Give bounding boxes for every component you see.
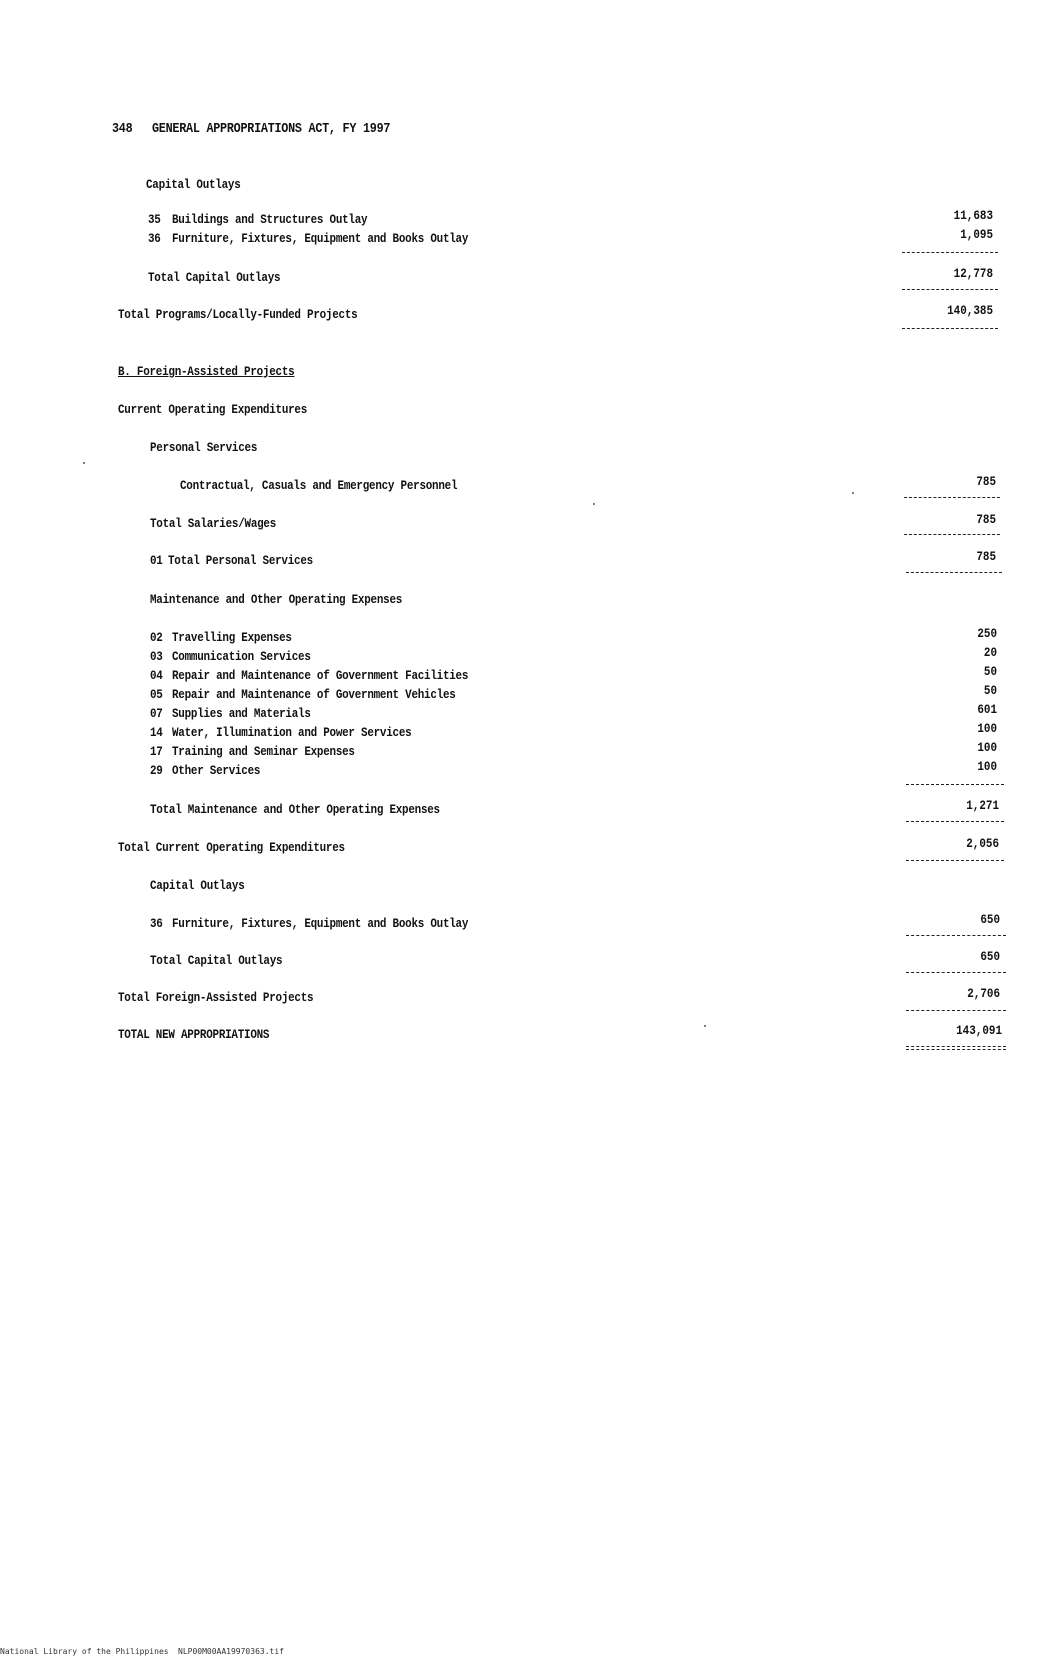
line-item-code: 04 — [150, 668, 163, 683]
subcategory-heading: Maintenance and Other Operating Expenses — [150, 592, 403, 607]
line-item-code: 17 — [150, 744, 163, 759]
total-amount: 2,056 — [966, 836, 999, 851]
line-item-code: 07 — [150, 706, 163, 721]
line-item-code: 36 — [148, 231, 161, 246]
subtotal-rule — [904, 534, 1000, 535]
line-item-label: Furniture, Fixtures, Equipment and Books Outlay — [172, 231, 469, 246]
total-label: Total Personal Services — [168, 553, 313, 568]
subtotal-rule — [902, 328, 998, 329]
line-item-code: 03 — [150, 649, 163, 664]
line-item-label: Furniture, Fixtures, Equipment and Books Outlay — [172, 916, 469, 931]
line-item-amount: 100 — [977, 759, 997, 774]
grand-total-double-rule — [906, 1046, 1006, 1047]
total-amount: 2,706 — [967, 986, 1000, 1001]
grand-total-label: TOTAL NEW APPROPRIATIONS — [118, 1027, 270, 1042]
line-item-label: Repair and Maintenance of Government Vehicles — [172, 687, 456, 702]
subtotal-rule — [906, 784, 1004, 785]
line-item-label: Buildings and Structures Outlay — [172, 212, 368, 227]
line-item-amount: 100 — [977, 721, 997, 736]
subtotal-rule — [902, 252, 998, 253]
scan-speck — [83, 462, 85, 464]
line-item-label: Supplies and Materials — [172, 706, 311, 721]
line-item-amount: 601 — [977, 702, 997, 717]
subtotal-rule — [906, 972, 1006, 973]
line-item-code: 29 — [150, 763, 163, 778]
line-item-label: Training and Seminar Expenses — [172, 744, 355, 759]
subcategory-heading: Capital Outlays — [150, 878, 245, 893]
line-item-label: Communication Services — [172, 649, 311, 664]
line-item-code: 02 — [150, 630, 163, 645]
line-item-label: Other Services — [172, 763, 261, 778]
subtotal-rule — [906, 860, 1004, 861]
line-item-amount: 650 — [980, 912, 1000, 927]
line-item-amount: 250 — [977, 626, 997, 641]
total-amount: 785 — [976, 512, 996, 527]
subtotal-rule — [906, 1010, 1006, 1011]
subtotal-rule — [906, 935, 1006, 936]
line-item-amount: 11,683 — [953, 208, 993, 223]
total-amount: 12,778 — [953, 266, 993, 281]
line-item-amount: 785 — [976, 474, 996, 489]
line-item-amount: 1,095 — [960, 227, 993, 242]
total-label: Total Salaries/Wages — [150, 516, 277, 531]
subtotal-rule — [902, 289, 998, 290]
line-item-code: 01 — [150, 553, 163, 568]
subcategory-heading: Personal Services — [150, 440, 258, 455]
subtotal-rule — [906, 572, 1002, 573]
section-heading: B. Foreign-Assisted Projects — [118, 364, 295, 379]
total-amount: 140,385 — [947, 303, 993, 318]
page-number: 348 — [112, 121, 133, 137]
subtotal-rule — [906, 821, 1004, 822]
line-item-amount: 50 — [983, 683, 997, 698]
scan-speck — [704, 1025, 706, 1027]
footer-file-id: NLP00M00AA19970363.tif — [178, 1647, 284, 1656]
grand-total-amount: 143,091 — [956, 1023, 1002, 1038]
total-label: Total Maintenance and Other Operating Expenses — [150, 802, 440, 817]
line-item-code: 14 — [150, 725, 163, 740]
total-amount: 785 — [976, 549, 996, 564]
scan-speck — [593, 503, 595, 505]
subtotal-rule — [904, 497, 1000, 498]
total-label: Total Capital Outlays — [148, 270, 281, 285]
total-label: Total Foreign-Assisted Projects — [118, 990, 314, 1005]
scan-speck — [852, 492, 854, 494]
capital-outlays-heading: Capital Outlays — [146, 177, 241, 192]
line-item-label: Water, Illumination and Power Services — [172, 725, 412, 740]
total-amount: 1,271 — [966, 798, 999, 813]
line-item-amount: 20 — [983, 645, 997, 660]
total-label: Total Capital Outlays — [150, 953, 283, 968]
total-label: Total Programs/Locally-Funded Projects — [118, 307, 358, 322]
total-amount: 650 — [980, 949, 1000, 964]
line-item-code: 05 — [150, 687, 163, 702]
line-item-label: Contractual, Casuals and Emergency Personnel — [180, 478, 458, 493]
line-item-amount: 50 — [983, 664, 997, 679]
category-heading: Current Operating Expenditures — [118, 402, 308, 417]
line-item-code: 35 — [148, 212, 161, 227]
line-item-label: Travelling Expenses — [172, 630, 292, 645]
document-title: GENERAL APPROPRIATIONS ACT, FY 1997 — [152, 121, 391, 137]
line-item-code: 36 — [150, 916, 163, 931]
line-item-amount: 100 — [977, 740, 997, 755]
footer-library: National Library of the Philippines — [0, 1647, 169, 1656]
total-label: Total Current Operating Expenditures — [118, 840, 345, 855]
line-item-label: Repair and Maintenance of Government Facilities — [172, 668, 469, 683]
